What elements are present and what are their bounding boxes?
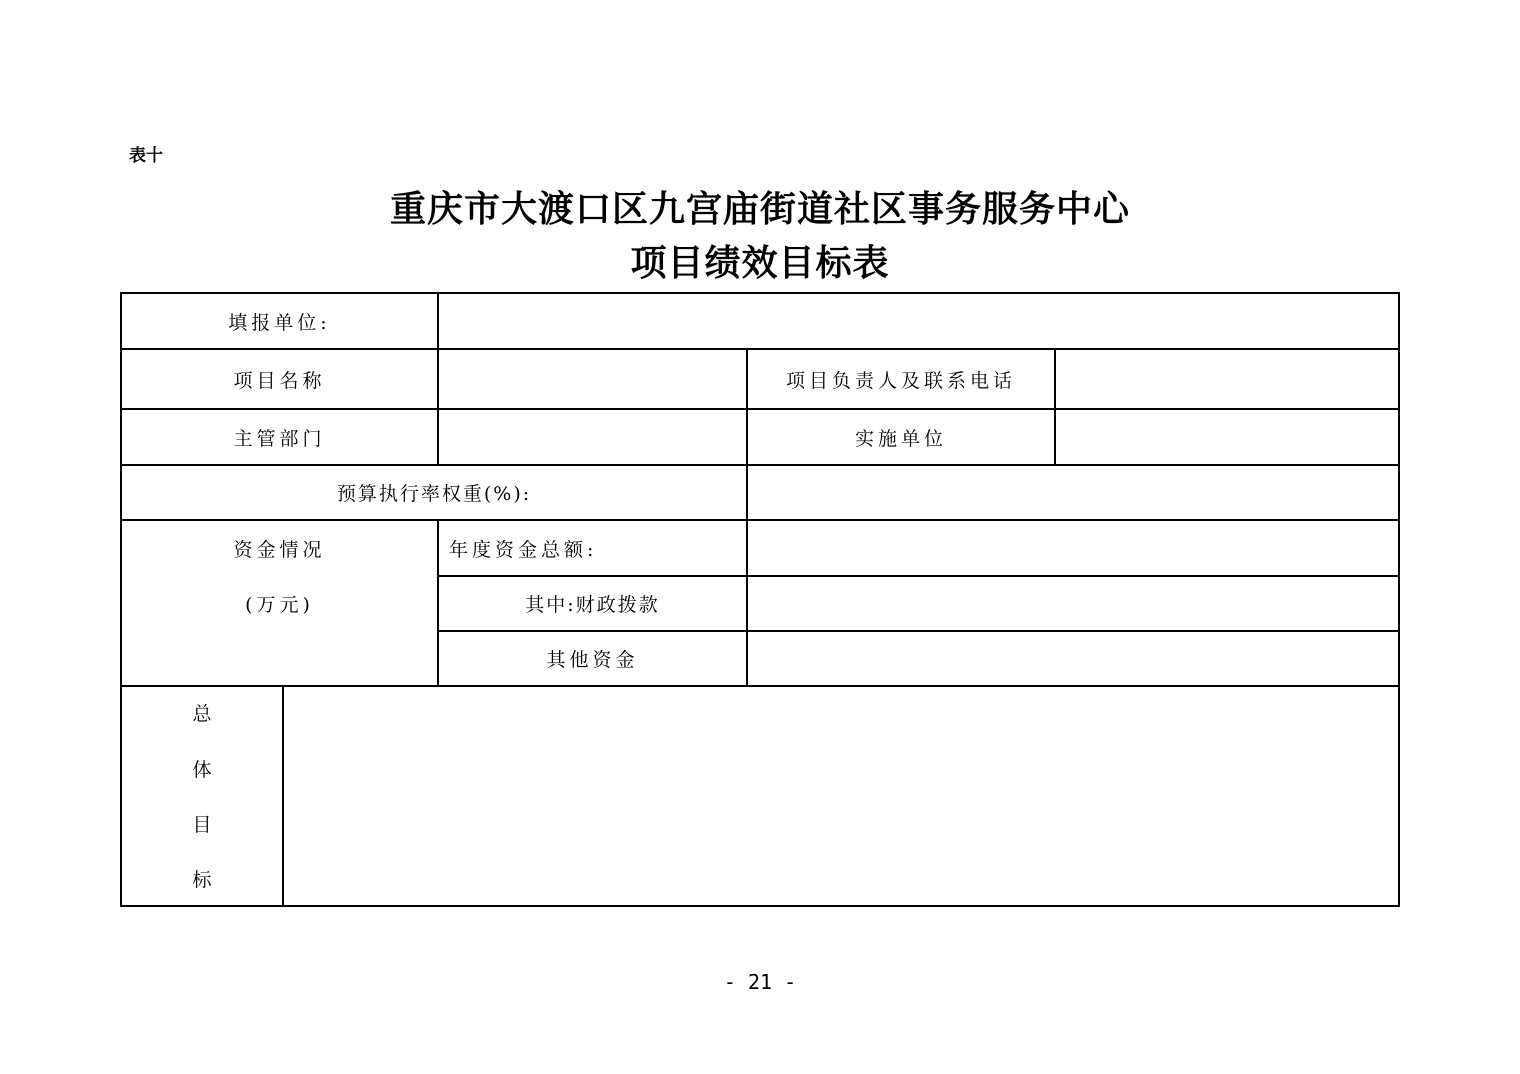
annual-total-field[interactable]	[748, 521, 1398, 575]
project-lead-contact-field[interactable]	[1056, 350, 1398, 408]
document-title-line-2: 项目绩效目标表	[630, 242, 890, 284]
overall-goal-char: 标	[192, 869, 212, 891]
fiscal-appropriation-field[interactable]	[748, 577, 1398, 630]
authority-dept-label: 主管部门	[233, 427, 326, 450]
overall-goal-char: 体	[192, 759, 212, 781]
table-number-label: 表十	[129, 146, 163, 166]
other-funds-field[interactable]	[748, 632, 1398, 685]
funding-label: 资金情况	[233, 538, 326, 561]
budget-execution-weight-field[interactable]	[748, 466, 1398, 519]
overall-goal-char: 目	[192, 814, 212, 836]
fiscal-appropriation-label: 其中:财政拨款	[525, 594, 660, 616]
reporting-unit-field[interactable]	[439, 294, 1398, 348]
funding-unit-label: (万元)	[245, 594, 314, 616]
project-name-field[interactable]	[439, 350, 746, 408]
budget-execution-weight-label: 预算执行率权重(%):	[336, 483, 532, 505]
reporting-unit-label: 填报单位:	[228, 311, 331, 334]
annual-total-label: 年度资金总额:	[449, 538, 598, 561]
other-funds-label: 其他资金	[546, 649, 639, 671]
performance-target-form	[120, 292, 1400, 907]
overall-goal-field[interactable]	[284, 687, 1398, 905]
implementing-unit-label: 实施单位	[854, 427, 947, 450]
authority-dept-field[interactable]	[439, 410, 746, 464]
document-title-line-1: 重庆市大渡口区九宫庙街道社区事务服务中心	[389, 188, 1130, 230]
implementing-unit-field[interactable]	[1056, 410, 1398, 464]
project-lead-contact-label: 项目负责人及联系电话	[785, 369, 1016, 392]
page-number: - 21 -	[723, 970, 797, 994]
overall-goal-char: 总	[192, 703, 212, 725]
project-name-label: 项目名称	[233, 369, 326, 392]
